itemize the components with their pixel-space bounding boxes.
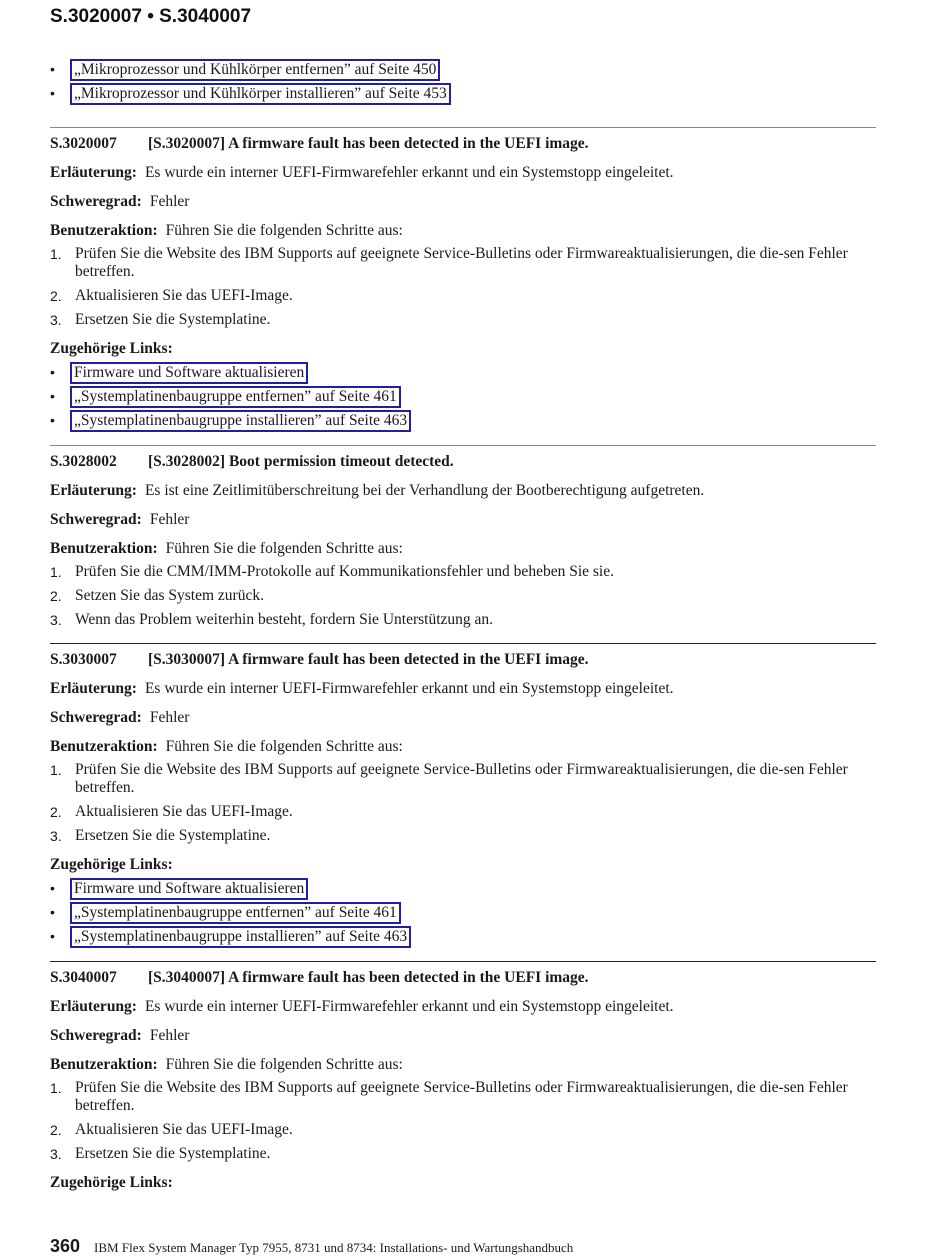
list-item: [50, 82, 876, 106]
explanation: [50, 679, 876, 699]
step-text: Prüfen Sie die Website des IBM Supports auf geeignete Service-Bulletins oder Firmwareaktualisierungen, die die-sen Fehler betreffen.: [75, 245, 848, 280]
severity-label: Schweregrad:: [50, 709, 142, 726]
step-number: 2.: [50, 1122, 62, 1138]
step-item: [50, 287, 876, 305]
explanation-text: Es wurde ein interner UEFI-Firmwarefehler erkannt und ein Systemstopp eingeleitet.: [144, 164, 674, 181]
explanation-label: Erläuterung:: [50, 164, 137, 181]
severity: [50, 192, 876, 212]
related-links-title: Zugehörige Links:: [50, 340, 173, 357]
step-text: Prüfen Sie die Website des IBM Supports auf geeignete Service-Bulletins oder Firmwareaktualisierungen, die die-sen Fehler betreffen.: [75, 1079, 848, 1114]
bullet: •: [50, 388, 55, 404]
user-action-label: Benutzeraktion:: [50, 222, 158, 239]
step-text: Aktualisieren Sie das UEFI-Image.: [75, 287, 293, 304]
related-links-title: Zugehörige Links:: [50, 1174, 173, 1191]
step-item: [50, 563, 876, 581]
message-heading: [50, 650, 876, 670]
steps-list: [50, 245, 876, 329]
severity: [50, 510, 876, 530]
running-head: S.3020007 • S.3040007: [50, 6, 252, 27]
severity-label: Schweregrad:: [50, 193, 142, 210]
page-content: [50, 58, 876, 1193]
bullet: •: [50, 880, 55, 896]
message-title: [S.3028002] Boot permission timeout detected.: [148, 453, 454, 470]
step-number: 2.: [50, 588, 62, 604]
page-footer: [50, 1236, 573, 1257]
step-number: 3.: [50, 612, 62, 628]
explanation-text: Es wurde ein interner UEFI-Firmwarefehler erkannt und ein Systemstopp eingeleitet.: [144, 998, 674, 1015]
step-item: [50, 1121, 876, 1139]
related-links-title: Zugehörige Links:: [50, 856, 173, 873]
severity: [50, 708, 876, 728]
step-number: 2.: [50, 288, 62, 304]
step-number: 3.: [50, 312, 62, 328]
message-s3028002: [50, 445, 876, 629]
message-s3030007: [50, 643, 876, 949]
user-action: [50, 737, 876, 757]
bullet: •: [50, 412, 55, 428]
step-text: Aktualisieren Sie das UEFI-Image.: [75, 1121, 293, 1138]
severity: [50, 1026, 876, 1046]
step-text: Ersetzen Sie die Systemplatine.: [75, 1145, 271, 1162]
link-install-system-board[interactable]: „Systemplatinenbaugruppe installieren” auf Seite 463: [70, 926, 411, 948]
step-text: Aktualisieren Sie das UEFI-Image.: [75, 803, 293, 820]
step-item: [50, 245, 876, 281]
bullet: •: [50, 364, 55, 380]
user-action-label: Benutzeraktion:: [50, 540, 158, 557]
user-action-text: Führen Sie die folgenden Schritte aus:: [165, 1056, 403, 1073]
step-item: [50, 827, 876, 845]
explanation-label: Erläuterung:: [50, 680, 137, 697]
severity-value: Fehler: [149, 709, 190, 726]
user-action: [50, 539, 876, 559]
user-action: [50, 1055, 876, 1075]
message-id: S.3020007: [50, 135, 117, 152]
bullet: •: [50, 904, 55, 920]
user-action-label: Benutzeraktion:: [50, 1056, 158, 1073]
user-action-text: Führen Sie die folgenden Schritte aus:: [165, 738, 403, 755]
severity-label: Schweregrad:: [50, 1027, 142, 1044]
step-item: [50, 1145, 876, 1163]
step-text: Ersetzen Sie die Systemplatine.: [75, 827, 271, 844]
bullet: •: [50, 61, 55, 77]
list-item: [50, 877, 876, 901]
link-remove-system-board[interactable]: „Systemplatinenbaugruppe entfernen” auf Seite 461: [70, 902, 401, 924]
user-action-text: Führen Sie die folgenden Schritte aus:: [165, 540, 403, 557]
severity-value: Fehler: [149, 193, 190, 210]
message-title: [S.3030007] A firmware fault has been detected in the UEFI image.: [148, 651, 589, 668]
step-number: 2.: [50, 804, 62, 820]
step-item: [50, 1079, 876, 1115]
explanation-label: Erläuterung:: [50, 482, 137, 499]
explanation-label: Erläuterung:: [50, 998, 137, 1015]
step-text: Setzen Sie das System zurück.: [75, 587, 264, 604]
top-links-list: [50, 58, 876, 106]
related-links-list: [50, 361, 876, 433]
list-item: [50, 925, 876, 949]
explanation: [50, 997, 876, 1017]
severity-label: Schweregrad:: [50, 511, 142, 528]
step-item: [50, 803, 876, 821]
message-id: S.3030007: [50, 651, 117, 668]
list-item: [50, 409, 876, 433]
step-item: [50, 611, 876, 629]
explanation: [50, 163, 876, 183]
list-item: [50, 385, 876, 409]
related-links-list: [50, 877, 876, 949]
step-text: Prüfen Sie die Website des IBM Supports auf geeignete Service-Bulletins oder Firmwareaktualisierungen, die die-sen Fehler betreffen.: [75, 761, 848, 796]
list-item: [50, 361, 876, 385]
severity-value: Fehler: [149, 1027, 190, 1044]
step-text: Wenn das Problem weiterhin besteht, fordern Sie Unterstützung an.: [75, 611, 494, 628]
message-id: S.3040007: [50, 969, 117, 986]
step-number: 1.: [50, 1080, 62, 1096]
list-item: [50, 58, 876, 82]
link-update-firmware[interactable]: Firmware und Software aktualisieren: [70, 878, 308, 900]
list-item: [50, 901, 876, 925]
page-number: 360: [50, 1236, 81, 1256]
link-remove-system-board[interactable]: „Systemplatinenbaugruppe entfernen” auf Seite 461: [70, 386, 401, 408]
step-item: [50, 761, 876, 797]
message-title: [S.3020007] A firmware fault has been detected in the UEFI image.: [148, 135, 589, 152]
steps-list: [50, 1079, 876, 1163]
message-heading: [50, 968, 876, 988]
step-number: 3.: [50, 1146, 62, 1162]
message-title: [S.3040007] A firmware fault has been detected in the UEFI image.: [148, 969, 589, 986]
link-install-cpu[interactable]: „Mikroprozessor und Kühlkörper installieren” auf Seite 453: [70, 83, 451, 105]
link-update-firmware[interactable]: Firmware und Software aktualisieren: [70, 362, 308, 384]
divider: [50, 127, 876, 128]
step-number: 1.: [50, 762, 62, 778]
divider: [50, 445, 876, 446]
bullet: •: [50, 928, 55, 944]
step-text: Ersetzen Sie die Systemplatine.: [75, 311, 271, 328]
user-action-text: Führen Sie die folgenden Schritte aus:: [165, 222, 403, 239]
footer-title: IBM Flex System Manager Typ 7955, 8731 und 8734: Installations- und Wartungshandbuch: [94, 1240, 574, 1255]
explanation-text: Es wurde ein interner UEFI-Firmwarefehler erkannt und ein Systemstopp eingeleitet.: [144, 680, 674, 697]
user-action: [50, 221, 876, 241]
steps-list: [50, 761, 876, 845]
divider: [50, 643, 876, 644]
explanation-text: Es ist eine Zeitlimitüberschreitung bei der Verhandlung der Bootberechtigung aufgetreten.: [144, 482, 705, 499]
severity-value: Fehler: [149, 511, 190, 528]
step-number: 1.: [50, 246, 62, 262]
step-item: [50, 311, 876, 329]
link-install-system-board[interactable]: „Systemplatinenbaugruppe installieren” auf Seite 463: [70, 410, 411, 432]
step-item: [50, 587, 876, 605]
divider: [50, 961, 876, 962]
step-text: Prüfen Sie die CMM/IMM-Protokolle auf Kommunikationsfehler und beheben Sie sie.: [75, 563, 614, 580]
message-heading: [50, 452, 876, 472]
explanation: [50, 481, 876, 501]
user-action-label: Benutzeraktion:: [50, 738, 158, 755]
step-number: 1.: [50, 564, 62, 580]
link-remove-cpu[interactable]: „Mikroprozessor und Kühlkörper entfernen” auf Seite 450: [70, 59, 440, 81]
message-id: S.3028002: [50, 453, 117, 470]
step-number: 3.: [50, 828, 62, 844]
message-heading: [50, 134, 876, 154]
message-s3020007: [50, 127, 876, 433]
message-s3040007: [50, 961, 876, 1193]
bullet: •: [50, 85, 55, 101]
steps-list: [50, 563, 876, 629]
